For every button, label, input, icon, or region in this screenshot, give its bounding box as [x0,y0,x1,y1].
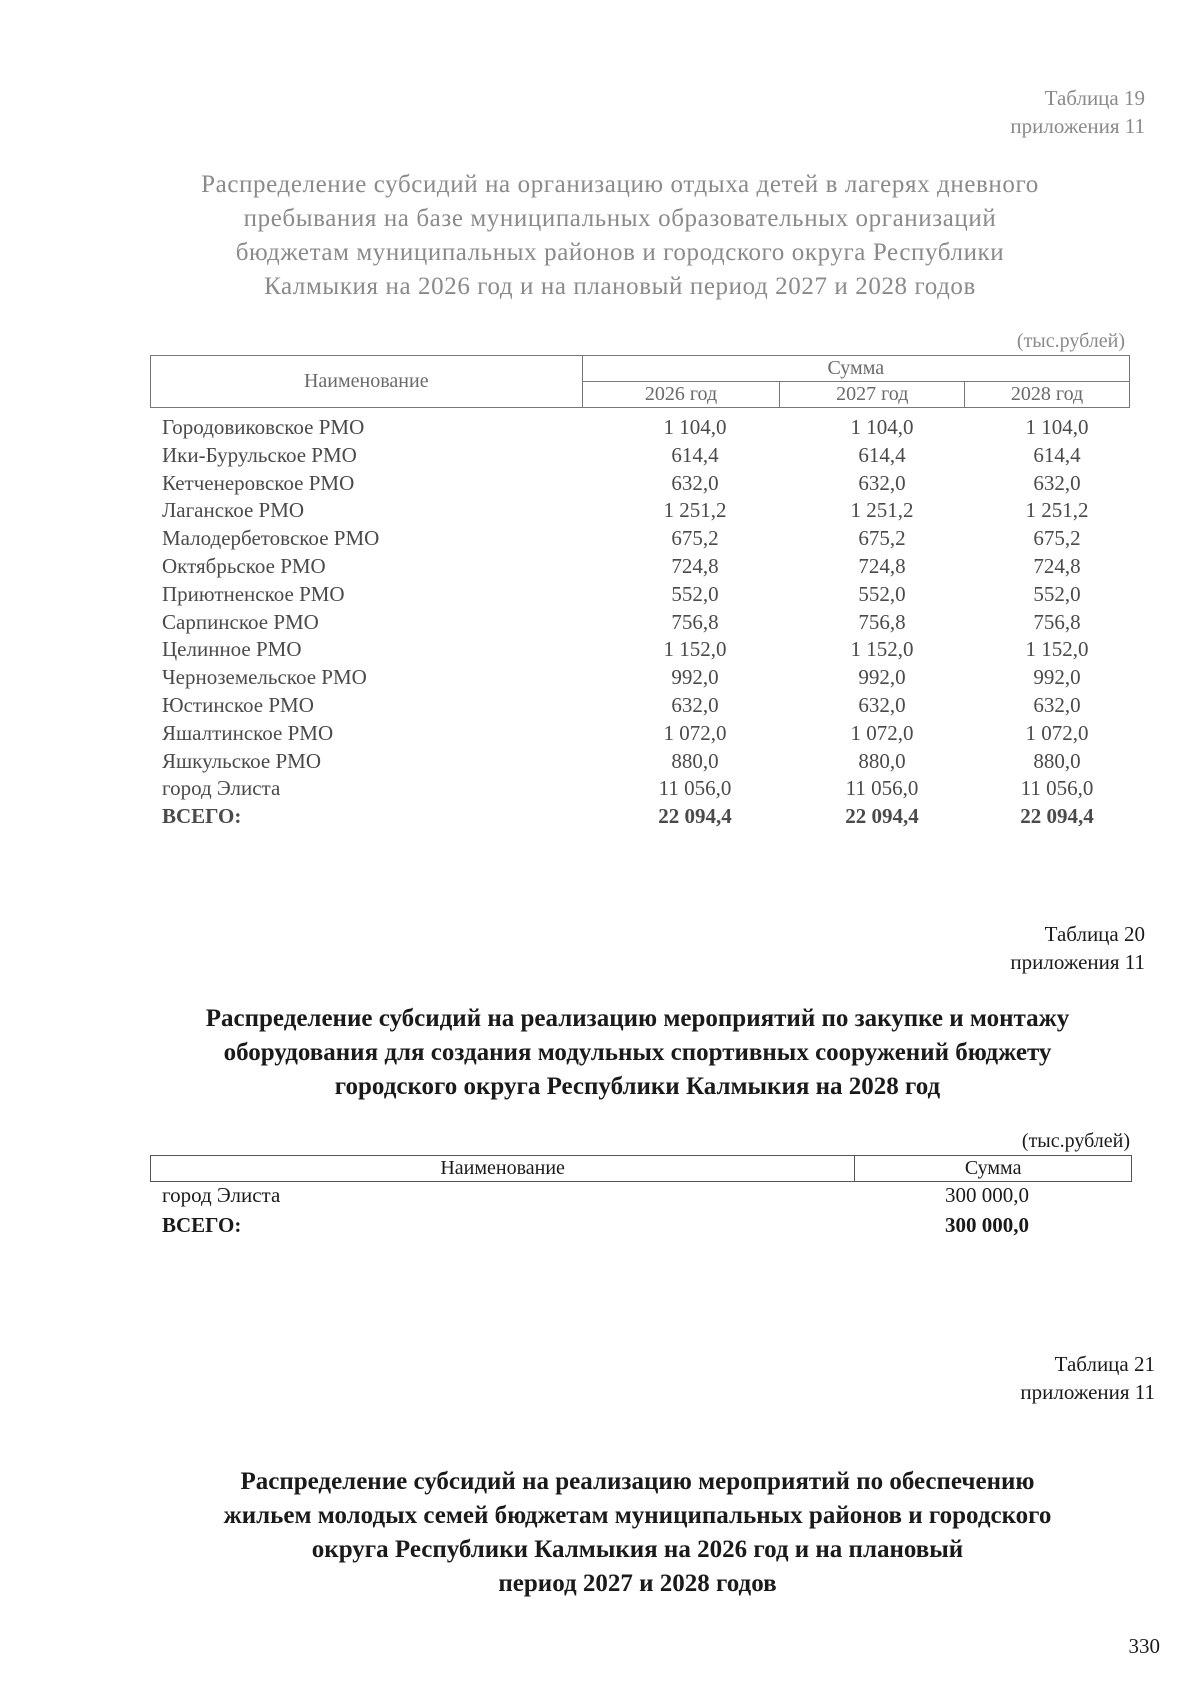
table-row [162,749,1122,777]
table-20-caption [1010,920,1145,976]
total-row [162,804,1122,832]
row-value-2026: 1 152,0 [663,637,727,662]
table-21-title [140,1465,1135,1601]
row-value-2026: 992,0 [671,665,719,690]
row-value-2026: 880,0 [671,748,719,773]
row-value-2027: 552,0 [858,581,906,606]
total-value-2028: 22 094,4 [1020,804,1094,829]
row-value-2027: 675,2 [858,526,906,551]
total-label: ВСЕГО: [162,1213,242,1237]
row-value-2028: 992,0 [1033,665,1081,690]
row-name: Лаганское РМО [162,498,305,523]
title-line: бюджетам муниципальных районов и городского округа Республики [235,239,1005,266]
table-row [162,637,1122,665]
table-19-label: Таблица 19 [1044,86,1145,110]
row-value-2028: 632,0 [1033,470,1081,495]
row-value-2026: 1 104,0 [663,415,727,439]
row-value-2027: 992,0 [858,665,906,690]
table-20-unit: (тыс.рублей) [1021,1130,1130,1152]
title-line: Распределение субсидий на реализацию мероприятий по обеспечению [240,1468,1035,1495]
row-value-2027: 1 104,0 [850,415,914,439]
row-value-2028: 552,0 [1033,581,1081,606]
column-header-name: Наименование [151,356,583,408]
row-value-2027: 1 072,0 [850,720,914,745]
row-name: Приютненское РМО [162,581,345,606]
table-row [162,610,1122,638]
row-name: город Элиста [162,1183,281,1207]
row-name: Юстинское РМО [162,693,314,717]
row-value-2027: 632,0 [858,470,906,495]
row-name: город Элиста [162,776,281,801]
table-row [162,498,1122,526]
title-line: городского округа Республики Калмыкия на 2028 год [334,1073,941,1100]
row-value-2027: 756,8 [858,609,906,634]
row-value-2027: 724,8 [858,554,906,578]
row-name: Целинное РМО [162,637,302,662]
table-20-appendix: приложения 11 [1010,950,1145,974]
row-value-2026: 11 056,0 [658,776,732,801]
column-header-sum: Сумма [582,356,1129,382]
row-value-2028: 1 104,0 [1025,415,1089,439]
row-value-2027: 880,0 [858,748,906,773]
row-value: 300 000,0 [945,1183,1029,1207]
table-19-appendix: приложения 11 [1010,114,1145,138]
title-line: Распределение субсидий на реализацию мероприятий по закупке и монтажу [205,1005,1070,1032]
row-value-2027: 11 056,0 [845,776,919,801]
table-row [162,526,1122,554]
row-value-2028: 1 072,0 [1025,720,1089,745]
title-line: Распределение субсидий на организацию отдыха детей в лагерях дневного [201,171,1039,198]
table-row [162,554,1122,582]
row-name: Кетченеровское РМО [162,470,355,495]
total-value-2026: 22 094,4 [658,804,732,829]
row-value-2028: 1 251,2 [1025,498,1089,523]
row-name: Октябрьское РМО [162,554,326,578]
row-value-2027: 632,0 [858,693,906,717]
table-row [162,665,1122,693]
column-header-name: Наименование [151,1156,855,1182]
table-19-header [150,355,1130,408]
table-19-title [140,168,1100,304]
column-header-sum: Сумма [855,1156,1132,1182]
row-value-2028: 11 056,0 [1020,776,1094,801]
table-row [162,693,1122,721]
row-value-2026: 632,0 [671,470,719,495]
row-name: Яшкульское РМО [162,748,322,773]
column-header-2026: 2026 год [582,382,780,408]
row-name: Сарпинское РМО [162,609,319,634]
page-number: 330 [1128,1634,1160,1658]
row-value-2028: 724,8 [1033,554,1081,578]
row-value-2026: 675,2 [671,526,719,551]
row-value-2026: 614,4 [671,442,719,467]
table-19-caption [1010,84,1145,140]
row-value-2027: 1 152,0 [850,637,914,662]
row-value-2028: 756,8 [1033,609,1081,634]
table-row [162,721,1122,749]
table-20-label: Таблица 20 [1044,922,1145,946]
column-header-2028: 2028 год [965,382,1130,408]
table-row [162,415,1122,443]
row-value-2026: 756,8 [671,609,719,634]
row-value-2026: 724,8 [671,554,719,578]
total-row [162,1213,1122,1241]
table-21-caption [1020,1350,1155,1406]
row-value-2026: 1 072,0 [663,720,727,745]
row-value-2026: 632,0 [671,693,719,717]
row-value-2027: 1 251,2 [850,498,914,523]
title-line: период 2027 и 2028 годов [498,1570,777,1597]
row-name: Ики-Бурульское РМО [162,442,357,467]
row-value-2028: 675,2 [1033,526,1081,551]
row-value-2026: 552,0 [671,581,719,606]
row-value-2028: 614,4 [1033,442,1081,467]
row-name: Яшалтинское РМО [162,720,334,745]
table-row [162,582,1122,610]
table-20-title [140,1002,1135,1104]
table-row [162,443,1122,471]
row-value-2026: 1 251,2 [663,498,727,523]
table-row [162,1183,1122,1211]
total-value-2027: 22 094,4 [845,804,919,829]
total-value: 300 000,0 [945,1213,1029,1237]
table-20-header [150,1155,1132,1182]
table-row [162,471,1122,499]
total-label: ВСЕГО: [162,804,242,829]
table-21-appendix: приложения 11 [1020,1380,1155,1404]
row-name: Городовиковское РМО [162,415,365,439]
title-line: округа Республики Калмыкия на 2026 год и на плановый [311,1536,964,1563]
title-line: жильем молодых семей бюджетам муниципальных районов и городского [223,1502,1052,1529]
column-header-2027: 2027 год [780,382,965,408]
row-value-2027: 614,4 [858,442,906,467]
title-line: Калмыкия на 2026 год и на плановый период 2027 и 2028 годов [264,273,976,300]
row-value-2028: 632,0 [1033,693,1081,717]
row-value-2028: 880,0 [1033,748,1081,773]
row-name: Малодербетовское РМО [162,526,380,551]
table-row [162,776,1122,804]
table-21-label: Таблица 21 [1054,1352,1155,1376]
row-value-2028: 1 152,0 [1025,637,1089,662]
table-19-unit: (тыс.рублей) [1016,330,1125,352]
title-line: пребывания на базе муниципальных образовательных организаций [243,205,997,232]
title-line: оборудования для создания модульных спортивных сооружений бюджету [223,1039,1052,1066]
row-name: Черноземельское РМО [162,665,367,690]
